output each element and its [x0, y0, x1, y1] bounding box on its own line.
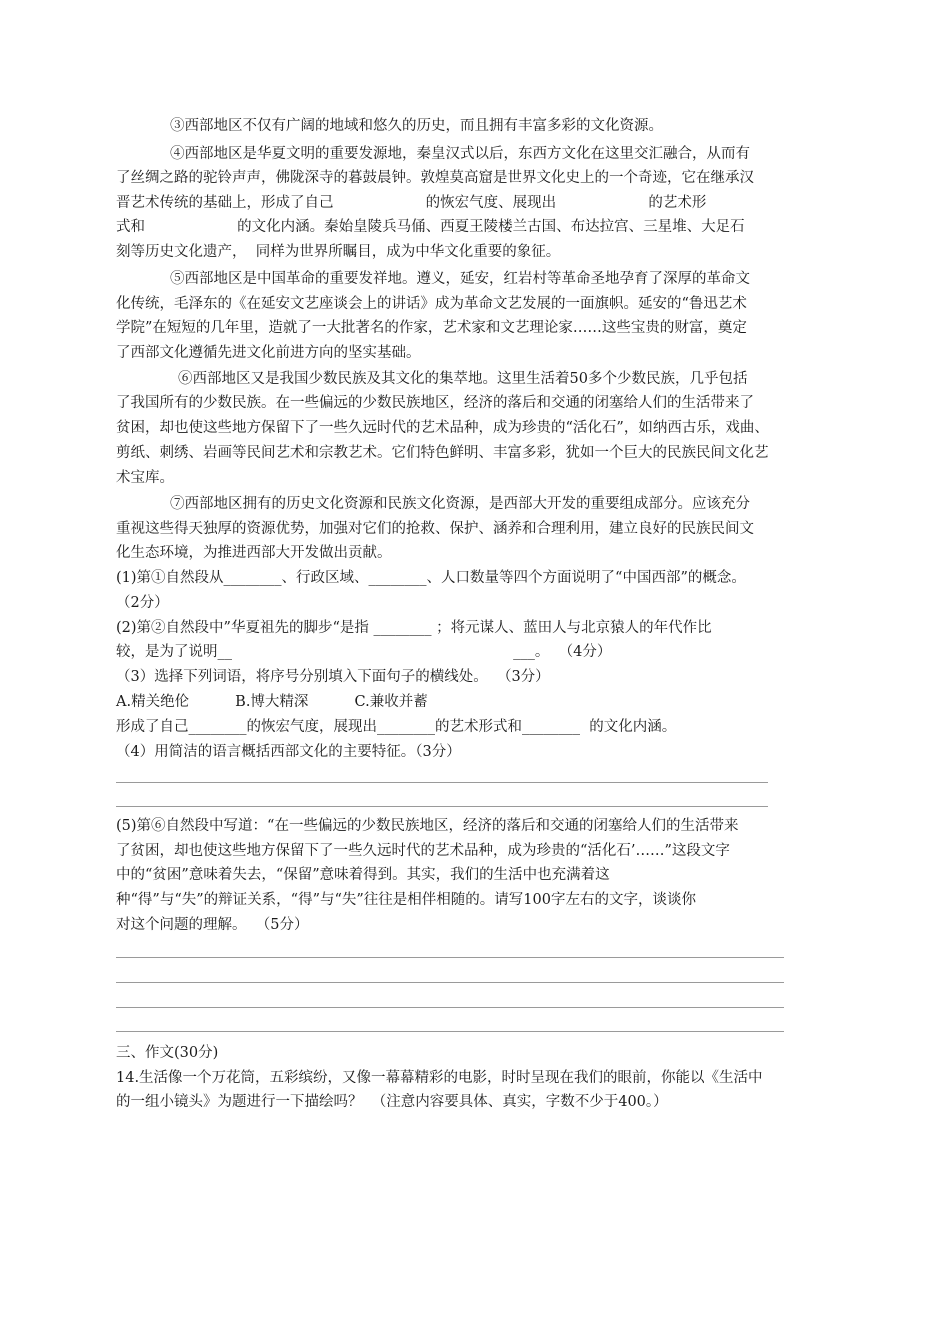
answer-line [116, 957, 784, 958]
paragraph-4-line: 晋艺术传统的基础上，形成了自己 的恢宏气度、展现出 的艺术形 [116, 195, 707, 211]
paragraph-6-line: 剪纸、刺绣、岩画等民间艺术和宗教艺术。它们特色鲜明、丰富多彩，犹如一个巨大的民族民间文化艺 [116, 445, 769, 461]
paragraph-3-line: ③西部地区不仅有广阔的地域和悠久的历史，而且拥有丰富多彩的文化资源。 [170, 118, 663, 134]
question-1-score: （2分） [116, 595, 169, 611]
paragraph-6-line: 了我国所有的少数民族。在一些偏远的少数民族地区，经济的落后和交通的闭塞给人们的生活带来了 [116, 395, 754, 411]
paragraph-6-line: 术宝库。 [116, 470, 174, 486]
essay-prompt-line: 14.生活像一个万花筒，五彩缤纷，又像一幕幕精彩的电影，时时呈现在我们的眼前，你能以《生活中 [116, 1070, 763, 1086]
question-3-sentence: 形成了自己________的恢宏气度，展现出________的艺术形式和________ 的文化内涵。 [116, 719, 677, 735]
question-3: （3）选择下列词语，将序号分别填入下面句子的横线处。 （3分） [116, 669, 550, 685]
answer-line [116, 1007, 784, 1008]
question-4: （4）用简洁的语言概括西部文化的主要特征。（3分） [116, 744, 461, 760]
paragraph-6-line: ⑥西部地区又是我国少数民族及其文化的集萃地。这里生活着50多个少数民族，几乎包括 [178, 371, 748, 387]
paragraph-5-line: 了西部文化遵循先进文化前进方向的坚实基础。 [116, 345, 421, 361]
paragraph-5-line: 学院”在短短的几年里，造就了一大批著名的作家，艺术家和文艺理论家……这些宝贵的财富，奠定 [116, 320, 747, 336]
section-3-heading: 三、作文(30分) [116, 1045, 219, 1061]
question-3-options: A.精关绝伦 B.博大精深 C.兼收并蓄 [116, 694, 428, 710]
question-5-line: 种“得”与“失”的辩证关系，“得”与“失”往往是相伴相随的。请写100字左右的文字，谈谈你 [116, 892, 696, 908]
paragraph-7-line: ⑦西部地区拥有的历史文化资源和民族文化资源，是西部大开发的重要组成部分。应该充分 [170, 496, 750, 512]
answer-line [116, 782, 768, 783]
paragraph-5-line: 化传统，毛泽东的《在延安文艺座谈会上的讲话》成为革命文艺发展的一面旗帜。延安的“鲁迅艺术 [116, 296, 747, 312]
question-1: (1)第①自然段从________、行政区域、________、人口数量等四个方面说明了“中国西部”的概念。 [116, 570, 746, 586]
paragraph-4-line: 式和 的文化内涵。秦始皇陵兵马俑、西夏王陵楼兰古国、布达拉宫、三星堆、大足石 [116, 219, 745, 235]
paragraph-4-line: 了丝绸之路的驼铃声声，佛陇深寺的暮鼓晨钟。敦煌莫高窟是世界文化史上的一个奇迹，它在继承汉 [116, 170, 754, 186]
paragraph-7-line: 化生态环境，为推进西部大开发做出贡献。 [116, 545, 392, 561]
paragraph-4-line: ④西部地区是华夏文明的重要发源地，秦皇汉式以后，东西方文化在这里交汇融合，从而有 [170, 146, 750, 162]
answer-line [116, 1031, 784, 1032]
answer-line [116, 982, 784, 983]
question-5-line: (5)第⑥自然段中写道：“在一些偏远的少数民族地区，经济的落后和交通的闭塞给人们的生活带来 [116, 818, 739, 834]
paragraph-5-line: ⑤西部地区是中国革命的重要发祥地。遵义，延安，红岩村等革命圣地孕育了深厚的革命文 [170, 271, 750, 287]
question-2-line: 较，是为了说明__ ___。 （4分） [116, 644, 612, 660]
answer-line [116, 806, 768, 807]
question-5-line: 中的“贫困”意味着失去，“保留”意味着得到。其实，我们的生活中也充满着这 [116, 867, 610, 883]
question-5-line: 了贫困，却也使这些地方保留下了一些久远时代的艺术品种，成为珍贵的“活化石’……”这段文字 [116, 843, 730, 859]
essay-prompt-line: 的一组小镜头》为题进行一下描绘吗？ （注意内容要具体、真实，字数不少于400。） [116, 1094, 668, 1110]
question-5-line: 对这个问题的理解。 （5分） [116, 917, 309, 933]
paragraph-7-line: 重视这些得天独厚的资源优势，加强对它们的抢救、保护、涵养和合理利用，建立良好的民族民间文 [116, 521, 754, 537]
paragraph-6-line: 贫困，却也使这些地方保留下了一些久远时代的艺术品种，成为珍贵的“活化石”，如纳西古乐，戏曲、 [116, 420, 769, 436]
paragraph-4-line: 刻等历史文化遗产， 同样为世界所瞩目，成为中华文化重要的象征。 [116, 244, 561, 260]
question-2: (2)第②自然段中”华夏祖先的脚步“是指 ________ ；将元谋人、蓝田人与北京猿人的年代作比 [116, 620, 712, 636]
